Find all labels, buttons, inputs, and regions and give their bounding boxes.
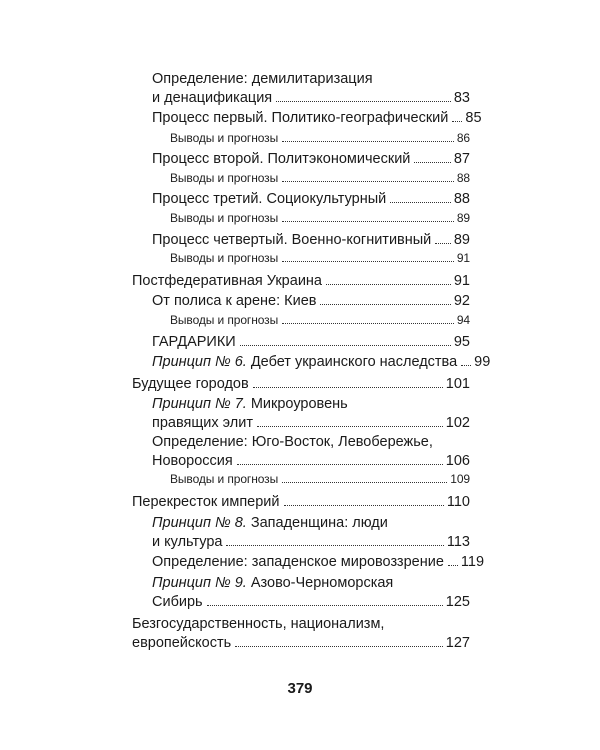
toc-entry-title: Сибирь [152,594,203,610]
toc-entry-title: ГАРДАРИКИ [152,334,236,350]
toc-entry-process-one [152,109,482,128]
toc-entry-title: европейскость [132,635,232,651]
toc-entry-crossroads-of-empires [132,493,470,512]
toc-page-number: 109 [450,472,470,486]
toc-entry-title: Определение: западенское мировоззрение [152,554,444,570]
toc-entry-demilitarization-definition [152,70,470,108]
toc-entry-title: Выводы и прогнозы [170,251,279,265]
toc-entry-title: и денацификация [152,90,273,106]
toc-page-number: 83 [453,90,470,106]
toc-entry-title: Процесс второй. Политэкономический [152,151,411,167]
dot-leader [240,345,451,346]
toc-entry-southeast-definition [152,433,470,471]
dot-leader [320,304,450,305]
dot-leader [257,426,443,427]
toc-entry-title: Постфедеративная Украина [132,273,322,289]
dot-leader [390,202,451,203]
dot-leader [435,243,451,244]
toc-entry-conclusions [170,312,470,328]
dot-leader [282,221,454,222]
toc-page-number: 94 [456,313,470,327]
dot-leader [237,464,443,465]
toc-entry-postfederative-ukraine [132,272,470,291]
toc-entry-title: Выводы и прогнозы [170,171,279,185]
toc-entry-title: От полиса к арене: Киев [152,293,317,309]
toc-page-number: 127 [445,635,470,651]
toc-entry-title: Процесс третий. Социокультурный [152,191,387,207]
toc-entry-title-line: Микроуровень [250,396,348,412]
toc-entry-principle-6 [152,353,491,372]
toc-entry-prefix: Принцип № 7. [152,396,247,412]
dot-leader [282,323,454,324]
toc-entry-prefix: Принцип № 9. [152,575,247,591]
toc-entry-title: Выводы и прогнозы [170,313,279,327]
toc-entry-statelessness [132,615,470,653]
toc-page-number: 125 [445,594,470,610]
toc-page-number: 106 [445,453,470,469]
dot-leader [282,181,454,182]
toc-entry-title: Новороссия [152,453,233,469]
dot-leader [253,387,443,388]
toc-entry-conclusions [170,210,470,226]
toc-page-number: 91 [456,251,470,265]
toc-entry-title: Процесс первый. Политико-географический [152,110,449,126]
dot-leader [282,261,454,262]
toc-page-number: 102 [445,415,470,431]
toc-page-number: 101 [445,376,470,392]
toc-entry-title: Процесс четвертый. Военно-когнитивный [152,232,432,248]
toc-page-number: 88 [453,191,470,207]
toc-entry-process-two [152,150,470,169]
dot-leader [326,284,451,285]
dot-leader [448,565,458,566]
toc-entry-title: Выводы и прогнозы [170,131,279,145]
toc-page-number: 110 [446,494,470,510]
dot-leader [226,545,443,546]
dot-leader [207,605,443,606]
toc-page-number: 119 [460,554,485,570]
dot-leader [282,141,454,142]
toc-page-number: 95 [453,334,470,350]
toc-entry-prefix: Принцип № 8. [152,515,247,531]
toc-page-number: 87 [453,151,470,167]
toc-page-number: 92 [453,293,470,309]
toc-entry-conclusions [170,250,470,266]
toc-entry-title-line: Определение: демилитаризация [152,71,373,87]
toc-entry-title: Выводы и прогнозы [170,211,279,225]
toc-entry-conclusions [170,471,470,487]
dot-leader [235,646,443,647]
toc-page-number: 89 [453,232,470,248]
dot-leader [276,101,451,102]
dot-leader [452,121,462,122]
toc-page-number: 99 [474,354,491,370]
dot-leader [414,162,450,163]
toc-page-number: 85 [465,110,482,126]
toc-page-number: 86 [456,131,470,145]
toc-entry-principle-7 [152,395,470,433]
toc-entry-title-line: Безгосударственность, национализм, [132,616,385,632]
dot-leader [282,482,447,483]
toc-entry-process-four [152,231,470,250]
toc-entry-gardariki [152,333,470,352]
toc-entry-future-of-cities [132,375,470,394]
toc-page-number: 88 [456,171,470,185]
toc-entry-title-line: Западенщина: люди [250,515,388,531]
toc-entry-western-worldview-definition [152,553,485,572]
toc-entry-prefix: Принцип № 6. [152,354,247,370]
toc-entry-principle-8 [152,514,470,552]
toc-page-number: 89 [456,211,470,225]
toc-entry-process-three [152,190,470,209]
toc-entry-conclusions [170,170,470,186]
toc-entry-title-line: Азово-Черноморская [250,575,394,591]
dot-leader [461,365,471,366]
toc-entry-conclusions [170,130,470,146]
toc-page-number: 113 [446,534,470,550]
dot-leader [284,505,444,506]
page-number: 379 [287,680,313,697]
toc-entry-title-line: Определение: Юго-Восток, Левобережье, [152,434,433,450]
toc-page-number: 91 [453,273,470,289]
toc-entry-title: и культура [152,534,223,550]
toc-entry-title: Выводы и прогнозы [170,472,279,486]
toc-entry-title: Будущее городов [132,376,249,392]
toc-entry-title: Перекресток империй [132,494,280,510]
toc-entry-kiev [152,292,470,311]
toc-entry-principle-9 [152,574,470,612]
toc-entry-title: Дебет украинского наследства [250,354,458,370]
toc-entry-title: правящих элит [152,415,253,431]
